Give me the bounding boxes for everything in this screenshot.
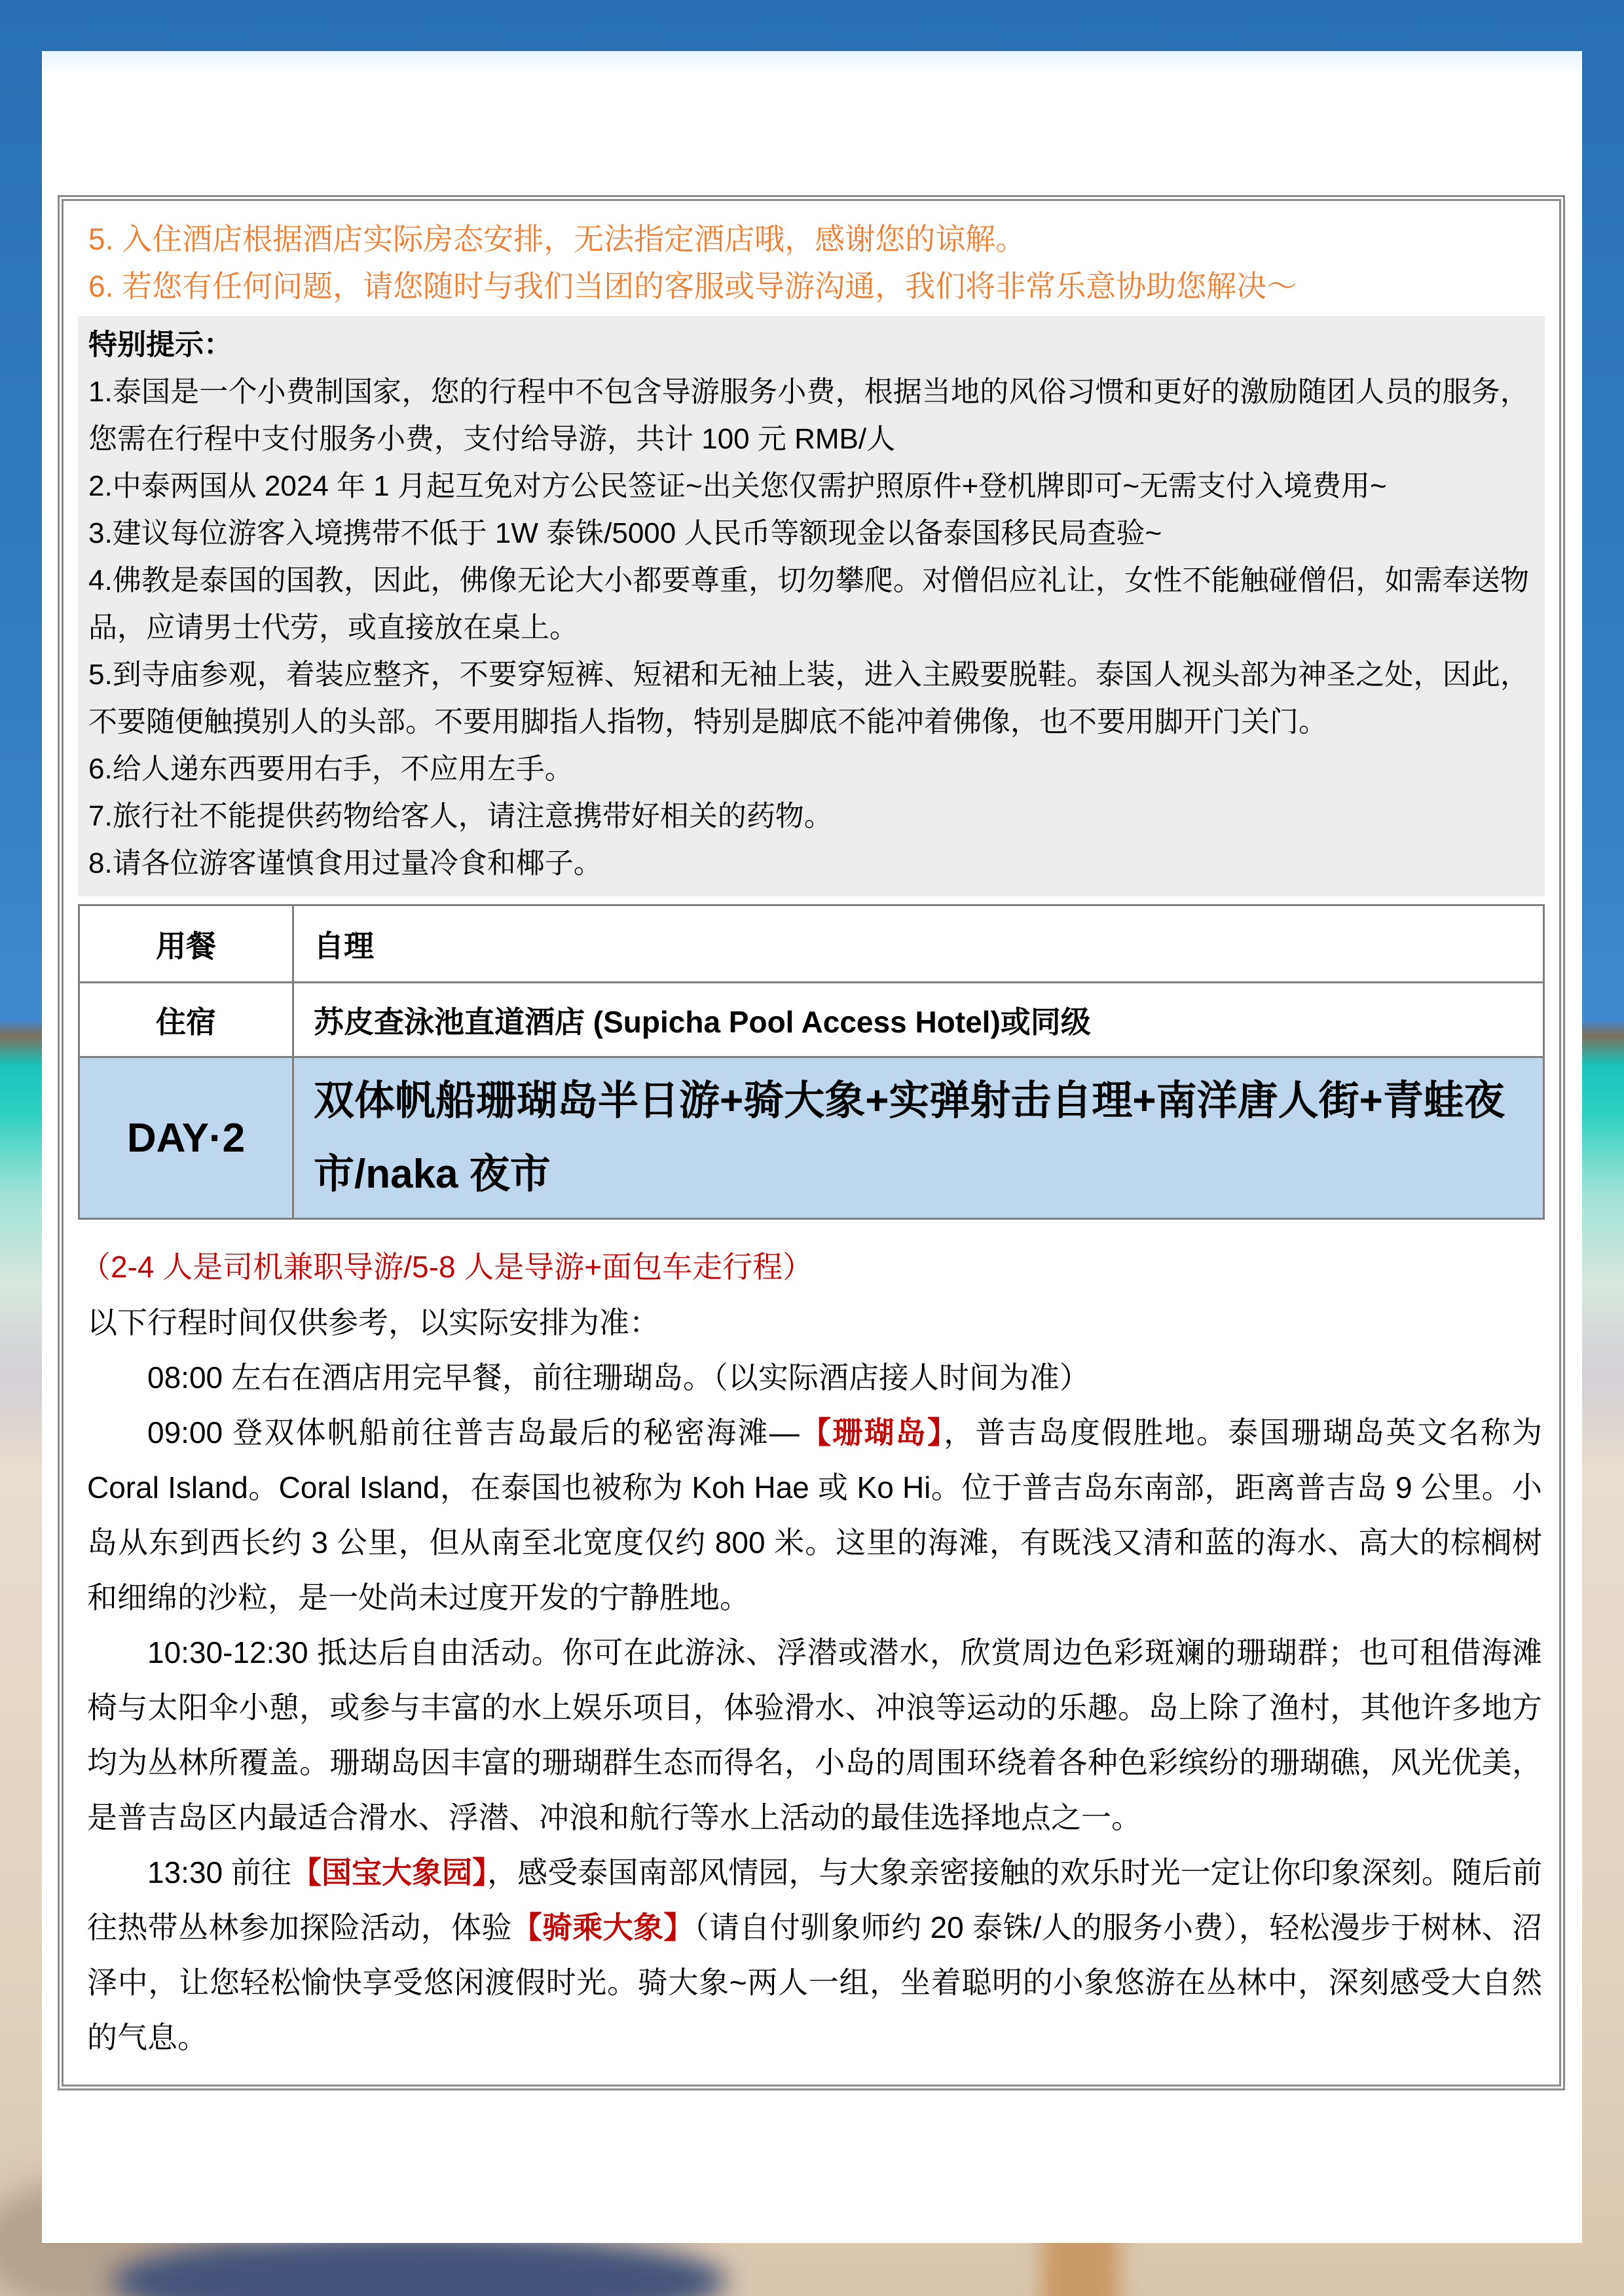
notice-item: 6.给人递东西要用右手，不应用左手。: [88, 753, 574, 785]
top-note-6: 6. 若您有任何问题，请您随时与我们当团的客服或导游沟通，我们将非常乐意协助您解决～: [88, 269, 1297, 303]
notice-item: 4.佛教是泰国的国教，因此，佛像无论大小都要尊重，切勿攀爬。对僧侣应礼让，女性不能触碰僧侣，如需奉送物品，应请男士代劳，或直接放在桌上。: [88, 564, 1529, 644]
day-info-table: [78, 904, 1545, 1220]
notice-item: 3.建议每位游客入境携带不低于 1W 泰铢/5000 人民币等额现金以备泰国移民局查验~: [88, 517, 1162, 549]
text-run: （请自付驯象师约 20 泰铢/人的服务小费），轻松漫步于树林、沼泽中，让您轻松愉快享受悠闲渡假时光。骑大象~两人一组，坐着聪明的小象悠游在丛林中，深刻感受大自然的气息。: [87, 1910, 1543, 2054]
meal-value: 自理: [293, 905, 1544, 983]
special-notice-title: 特别提示：: [88, 329, 232, 361]
itinerary-text: [78, 1295, 1545, 2065]
highlight-text: 【国宝大象园】: [291, 1855, 488, 1889]
document-page: [42, 51, 1582, 2243]
itinerary-paragraph: [87, 1350, 1542, 1405]
special-notice-block: [78, 316, 1545, 896]
text-run: 以下行程时间仅供参考，以实际安排为准：: [87, 1305, 659, 1339]
table-row-day2: [79, 1057, 1544, 1219]
day2-title: 双体帆船珊瑚岛半日游+骑大象+实弹射击自理+南洋唐人街+青蛙夜市/naka 夜市: [293, 1057, 1544, 1219]
text-run: 08:00 左右在酒店用完早餐，前往珊瑚岛。（以实际酒店接人时间为准）: [147, 1360, 1090, 1394]
itinerary-paragraph: [87, 1405, 1542, 1625]
text-run: 10:30-12:30 抵达后自由活动。你可在此游泳、浮潜或潜水，欣赏周边色彩斑斓的珊瑚群；也可租借海滩椅与太阳伞小憩，或参与丰富的水上娱乐项目，体验滑水、冲浪等运动的乐趣。岛上除了渔村，其他许多地方均为丛林所覆盖。珊瑚岛因丰富的珊瑚群生态而得名，小岛的周围环绕着各种色彩缤纷的珊瑚礁，风光优美，是普吉岛区内最适合滑水、浮潜、冲浪和航行等水上活动的最佳选择地点之一。: [87, 1635, 1542, 1834]
notice-item: 5.到寺庙参观，着装应整齐，不要穿短裤、短裙和无袖上装，进入主殿要脱鞋。泰国人视头部为神圣之处，因此，不要随便触摸别人的头部。不要用脚指人指物，特别是脚底不能冲着佛像，也不要用脚开门关门。: [88, 659, 1529, 738]
itinerary-paragraph: [87, 1295, 1542, 1350]
highlight-text: 【骑乘大象】: [511, 1910, 694, 1944]
text-run: ，普吉岛度假胜地。泰国珊瑚岛英文名称为 Coral Island。Coral Island，在泰国也被称为 Koh Hae 或 Ko Hi。位于普吉岛东南部，距离普吉岛 9 公里。小岛从东到西长约 3 公里，但从南至北宽度仅约 800 米。这里的海滩，有既浅又清和蓝的海水、高大的棕榈树和细绵的沙粒，是一处尚未过度开发的宁静胜地。: [87, 1415, 1543, 1614]
content-frame: [58, 195, 1565, 2090]
highlight-text: 【珊瑚岛】: [799, 1415, 944, 1449]
itinerary-paragraph: [87, 1625, 1542, 1845]
notice-item: 1.泰国是一个小费制国家，您的行程中不包含导游服务小费，根据当地的风俗习惯和更好的激励随团人员的服务，您需在行程中支付服务小费，支付给导游，共计 100 元 RMB/人: [88, 376, 1529, 455]
special-notice-items: [88, 369, 1529, 887]
day2-label: DAY·2: [79, 1057, 293, 1219]
group-size-note: （2-4 人是司机兼职导游/5-8 人是导游+面包车走行程）: [81, 1250, 813, 1284]
top-note-5: 5. 入住酒店根据酒店实际房态安排，无法指定酒店哦，感谢您的谅解。: [88, 222, 1026, 256]
text-run: ，感受泰国南部风情园，与大象亲密接触的欢乐时光一定让你印象深刻。随后前往热带丛林参加探险活动，体验: [87, 1855, 1543, 1944]
notice-item: 2.中泰两国从 2024 年 1 月起互免对方公民签证~出关您仅需护照原件+登机牌即可~无需支付入境费用~: [88, 470, 1387, 502]
text-run: 09:00 登双体帆船前往普吉岛最后的秘密海滩—: [147, 1415, 800, 1449]
top-notes: [78, 215, 1545, 310]
notice-item: 8.请各位游客谨慎食用过量冷食和椰子。: [88, 847, 602, 879]
hotel-label: 住宿: [79, 983, 293, 1057]
notice-item: 7.旅行社不能提供药物给客人，请注意携带好相关的药物。: [88, 800, 833, 832]
hotel-value: 苏皮查泳池直道酒店 (Supicha Pool Access Hotel)或同级: [293, 983, 1544, 1057]
meal-label: 用餐: [79, 905, 293, 983]
table-row-hotel: [79, 983, 1544, 1057]
itinerary-paragraph: [87, 1845, 1542, 2065]
table-row-meal: [79, 905, 1544, 983]
text-run: 13:30 前往: [147, 1855, 291, 1889]
